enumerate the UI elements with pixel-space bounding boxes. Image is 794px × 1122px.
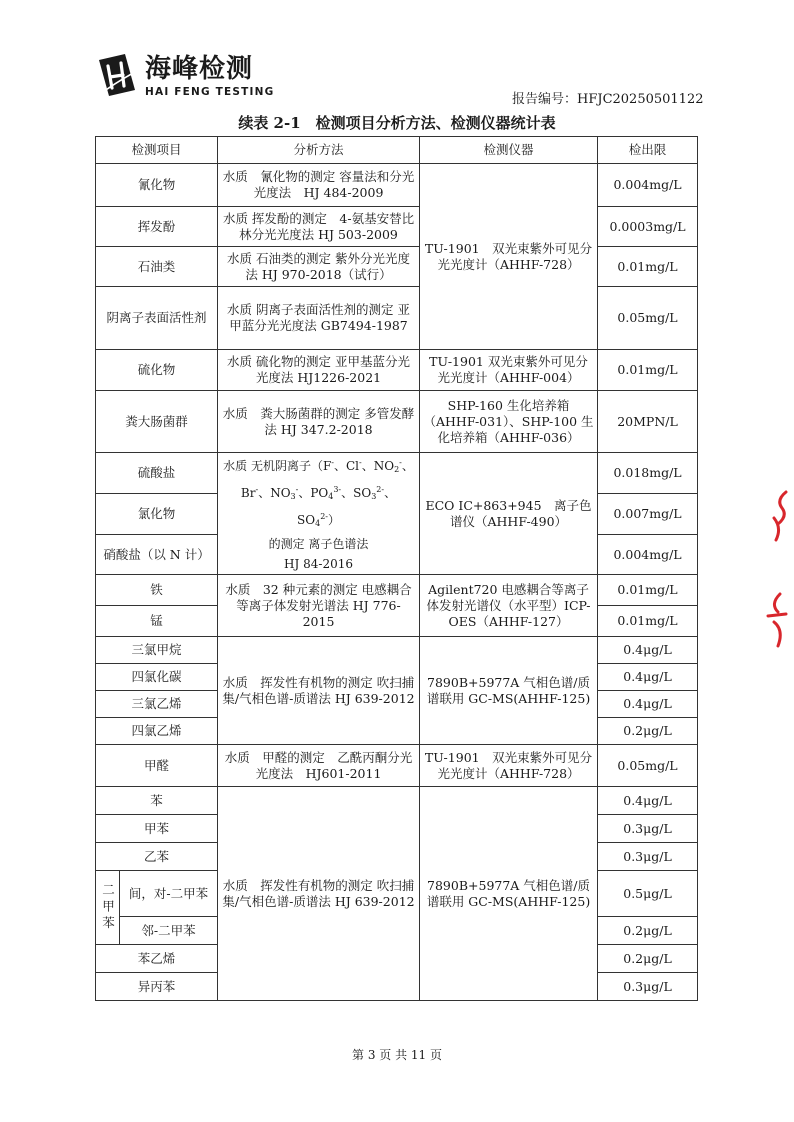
limit-cell: 0.2μg/L: [598, 945, 698, 973]
item-cell: 硫酸盐: [96, 453, 218, 494]
limit-cell: 0.007mg/L: [598, 494, 698, 535]
limit-cell: 0.5μg/L: [598, 871, 698, 917]
item-cell: 苯乙烯: [96, 945, 218, 973]
method-cell: 水质 阴离子表面活性剂的测定 亚甲蓝分光光度法 GB7494-1987: [218, 287, 420, 350]
method-cell: 水质 粪大肠菌群的测定 多管发酵法 HJ 347.2-2018: [218, 391, 420, 453]
stamp-stroke: [774, 492, 786, 540]
method-cell: 水质 甲醛的测定 乙酰丙酮分光光度法 HJ601-2011: [218, 745, 420, 787]
limit-cell: 0.2μg/L: [598, 917, 698, 945]
limit-cell: 0.01mg/L: [598, 575, 698, 606]
limit-cell: 0.01mg/L: [598, 606, 698, 637]
limit-cell: 0.01mg/L: [598, 350, 698, 391]
item-cell: 异丙苯: [96, 973, 218, 1001]
method-cell: 水质 氰化物的测定 容量法和分光光度法 HJ 484-2009: [218, 164, 420, 207]
limit-cell: 0.004mg/L: [598, 164, 698, 207]
instrument-cell: 7890B+5977A 气相色谱/质谱联用 GC-MS(AHHF-125): [420, 787, 598, 1001]
item-cell: 氯化物: [96, 494, 218, 535]
method-cell-ions: 水质 无机阴离子（F-、Cl-、$NO_2^-$、 Br-、$NO_3^-$、$PO_4^{3-}$、$SO_3^{2-}$、$SO_4^{2-}$） 的测定 离子色谱法 HJ 84-2016: [218, 453, 420, 575]
stamp-stroke: [768, 594, 786, 646]
method-cell: 水质 硫化物的测定 亚甲基蓝分光光度法 HJ1226-2021: [218, 350, 420, 391]
seam-stamp-fragment-icon: [756, 590, 794, 650]
page-footer: 第 3 页 共 11 页: [352, 1048, 442, 1062]
xylene-group-cell: 二甲苯: [96, 871, 120, 945]
limit-cell: 0.4μg/L: [598, 691, 698, 718]
instrument-cell: TU-1901 双光束紫外可见分光光度计（AHHF-004）: [420, 350, 598, 391]
item-cell: 粪大肠菌群: [96, 391, 218, 453]
instrument-cell: SHP-160 生化培养箱（AHHF-031）、SHP-100 生化培养箱（AHHF-036）: [420, 391, 598, 453]
table-row: [96, 287, 698, 350]
limit-cell: 0.3μg/L: [598, 815, 698, 843]
methods-table: [95, 136, 698, 1001]
limit-cell: 0.05mg/L: [598, 745, 698, 787]
item-cell: 挥发酚: [96, 207, 218, 247]
item-cell: 氰化物: [96, 164, 218, 207]
item-cell: 苯: [96, 787, 218, 815]
methods-table-container: [95, 136, 697, 1001]
item-cell: 三氯甲烷: [96, 637, 218, 664]
limit-cell: 0.4μg/L: [598, 637, 698, 664]
logo-text-cn: 海峰检测: [145, 54, 254, 84]
method-cell: 水质 32 种元素的测定 电感耦合等离子体发射光谱法 HJ 776-2015: [218, 575, 420, 637]
limit-cell: 20MPN/L: [598, 391, 698, 453]
table-header-row: [96, 137, 698, 164]
company-logo: [95, 52, 295, 104]
seam-stamp-fragment-icon: [756, 488, 794, 548]
instrument-cell: 7890B+5977A 气相色谱/质谱联用 GC-MS(AHHF-125): [420, 637, 598, 745]
item-cell: 甲醛: [96, 745, 218, 787]
item-cell: 硫化物: [96, 350, 218, 391]
limit-cell: 0.0003mg/L: [598, 207, 698, 247]
table-row: [96, 247, 698, 287]
haifeng-logo-icon: [95, 52, 139, 98]
item-cell: 硝酸盐（以 N 计）: [96, 535, 218, 575]
limit-cell: 0.3μg/L: [598, 843, 698, 871]
header-instrument: 检测仪器: [420, 137, 598, 164]
limit-cell: 0.004mg/L: [598, 535, 698, 575]
method-cell: 水质 挥发性有机物的测定 吹扫捕集/气相色谱-质谱法 HJ 639-2012: [218, 787, 420, 1001]
table-row: [96, 745, 698, 787]
table-row: [96, 637, 698, 664]
report-number: 报告编号：HFJC20250501122: [512, 92, 704, 107]
item-cell: 间，对-二甲苯: [120, 871, 218, 917]
limit-cell: 0.4μg/L: [598, 787, 698, 815]
table-title: 续表 2-1 检测项目分析方法、检测仪器统计表: [238, 114, 556, 132]
item-cell: 锰: [96, 606, 218, 637]
table-row: [96, 391, 698, 453]
item-cell: 四氯化碳: [96, 664, 218, 691]
limit-cell: 0.05mg/L: [598, 287, 698, 350]
header-limit: 检出限: [598, 137, 698, 164]
item-cell: 石油类: [96, 247, 218, 287]
table-row: [96, 350, 698, 391]
header-method: 分析方法: [218, 137, 420, 164]
instrument-cell: TU-1901 双光束紫外可见分光光度计（AHHF-728）: [420, 745, 598, 787]
item-cell: 四氯乙烯: [96, 718, 218, 745]
table-row: [96, 164, 698, 207]
instrument-cell: Agilent720 电感耦合等离子体发射光谱仪（水平型）ICP-OES（AHHF-127）: [420, 575, 598, 637]
logo-text-en: HAI FENG TESTING: [145, 86, 275, 98]
item-cell: 铁: [96, 575, 218, 606]
instrument-cell: TU-1901 双光束紫外可见分光光度计（AHHF-728）: [420, 164, 598, 350]
table-row: [96, 453, 698, 494]
table-row: [96, 207, 698, 247]
limit-cell: 0.018mg/L: [598, 453, 698, 494]
limit-cell: 0.3μg/L: [598, 973, 698, 1001]
limit-cell: 0.01mg/L: [598, 247, 698, 287]
limit-cell: 0.2μg/L: [598, 718, 698, 745]
method-cell: 水质 挥发性有机物的测定 吹扫捕集/气相色谱-质谱法 HJ 639-2012: [218, 637, 420, 745]
instrument-cell: ECO IC+863+945 离子色谱仪（AHHF-490）: [420, 453, 598, 575]
item-cell: 乙苯: [96, 843, 218, 871]
method-cell: 水质 石油类的测定 紫外分光光度法 HJ 970-2018（试行）: [218, 247, 420, 287]
limit-cell: 0.4μg/L: [598, 664, 698, 691]
item-cell: 甲苯: [96, 815, 218, 843]
method-cell: 水质 挥发酚的测定 4-氨基安替比林分光光度法 HJ 503-2009: [218, 207, 420, 247]
header-item: 检测项目: [96, 137, 218, 164]
table-row: [96, 575, 698, 606]
item-cell: 阴离子表面活性剂: [96, 287, 218, 350]
item-cell: 三氯乙烯: [96, 691, 218, 718]
item-cell: 邻-二甲苯: [120, 917, 218, 945]
table-row: [96, 787, 698, 815]
